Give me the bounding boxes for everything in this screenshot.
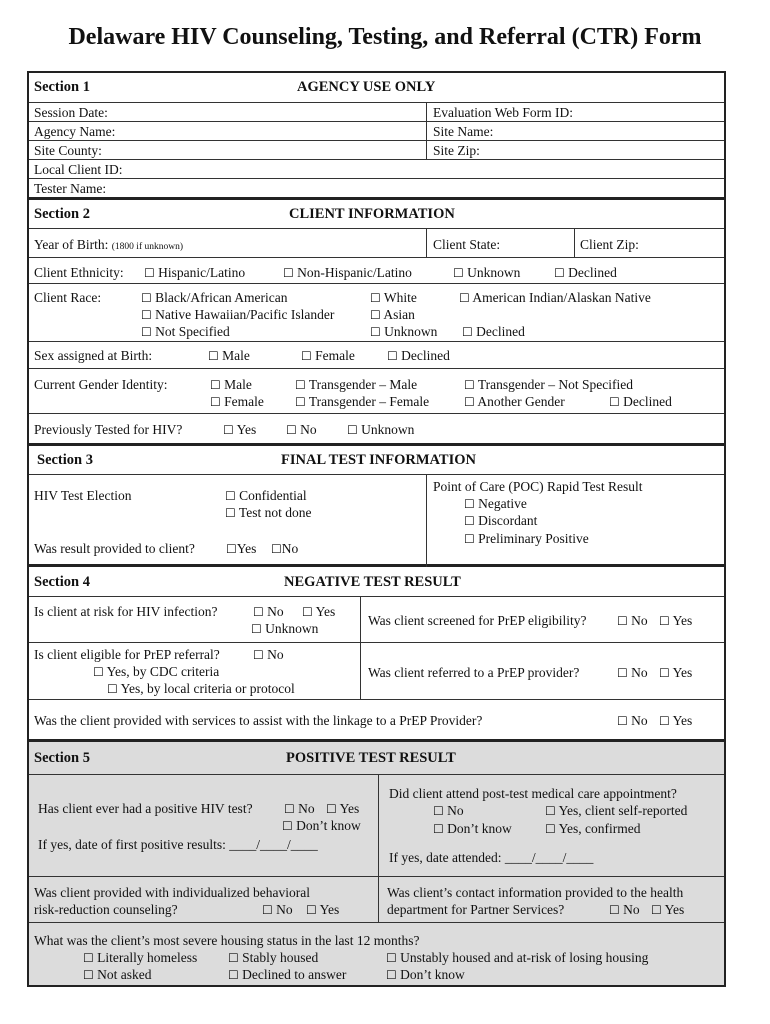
section-heading: AGENCY USE ONLY: [297, 79, 436, 95]
client-zip-field[interactable]: Client Zip:: [580, 237, 639, 252]
section-label: Section 4: [34, 574, 90, 590]
s5-housing-row: [29, 923, 724, 987]
section-1-header: [29, 73, 724, 103]
attend-confirmed-checkbox[interactable]: ☐ Yes, confirmed: [545, 821, 641, 836]
counsel-no-checkbox[interactable]: ☐ No: [262, 902, 293, 917]
s2-race-row: [29, 284, 724, 342]
risk-no-checkbox[interactable]: ☐ No: [253, 604, 284, 619]
gender-declined-checkbox[interactable]: ☐ Declined: [609, 394, 672, 409]
section-heading: NEGATIVE TEST RESULT: [284, 574, 461, 590]
ever-pos-no-checkbox[interactable]: ☐ No: [284, 801, 315, 816]
tester-name-field[interactable]: Tester Name:: [34, 181, 107, 196]
form-title: Delaware HIV Counseling, Testing, and Referral (CTR) Form: [68, 24, 702, 50]
provided-no-checkbox[interactable]: ☐No: [271, 541, 299, 556]
section-2-header: [29, 200, 724, 229]
ever-pos-dont-know-checkbox[interactable]: ☐ Don’t know: [282, 818, 361, 833]
ever-pos-yes-checkbox[interactable]: ☐ Yes: [326, 801, 360, 816]
prev-no-checkbox[interactable]: ☐ No: [286, 422, 317, 437]
s3-body: [29, 475, 724, 567]
prep-screened-label: Was client screened for PrEP eligibility?: [368, 613, 587, 628]
test-election-label: HIV Test Election: [34, 488, 132, 503]
section-5-header: [29, 742, 724, 775]
race-label: Client Race:: [34, 290, 102, 305]
attend-no-checkbox[interactable]: ☐ No: [433, 803, 464, 818]
prev-yes-checkbox[interactable]: ☐ Yes: [223, 422, 257, 437]
sex-male-checkbox[interactable]: ☐ Male: [208, 348, 250, 363]
s1-row-1: [29, 103, 724, 122]
race-unknown-checkbox[interactable]: ☐ Unknown: [370, 324, 438, 339]
housing-stably-housed-checkbox[interactable]: ☐ Stably housed: [228, 950, 319, 965]
section-4-header: [29, 567, 724, 597]
ethnicity-label: Client Ethnicity:: [34, 265, 124, 280]
section-label: Section 1: [34, 79, 90, 95]
attend-appointment-label: Did client attend post-test medical care appointment?: [389, 786, 677, 801]
agency-name-field[interactable]: Agency Name:: [34, 124, 116, 139]
poc-discordant-checkbox[interactable]: ☐ Discordant: [464, 513, 538, 528]
counseling-label-line2: risk-reduction counseling?: [34, 902, 178, 917]
s1-row-2: [29, 122, 724, 141]
gender-trans-female-checkbox[interactable]: ☐ Transgender – Female: [295, 394, 430, 409]
risk-unknown-checkbox[interactable]: ☐ Unknown: [251, 621, 319, 636]
s5-counseling-row: [29, 877, 724, 923]
provided-yes-checkbox[interactable]: ☐Yes: [226, 541, 257, 556]
ethnicity-declined-checkbox[interactable]: ☐ Declined: [554, 265, 617, 280]
screened-no-checkbox[interactable]: ☐ No: [617, 613, 648, 628]
housing-unstably-housed-checkbox[interactable]: ☐ Unstably housed and at-risk of losing housing: [386, 950, 649, 965]
attend-self-reported-checkbox[interactable]: ☐ Yes, client self-reported: [545, 803, 688, 818]
section-label: Section 2: [34, 206, 90, 222]
result-provided-label: Was result provided to client?: [34, 541, 195, 556]
sex-declined-checkbox[interactable]: ☐ Declined: [387, 348, 450, 363]
election-not-done-checkbox[interactable]: ☐ Test not done: [225, 505, 312, 520]
gender-male-checkbox[interactable]: ☐ Male: [210, 377, 252, 392]
ctr-form: [27, 71, 726, 987]
section-heading: FINAL TEST INFORMATION: [281, 452, 476, 468]
section-heading: POSITIVE TEST RESULT: [286, 750, 456, 766]
s2-sex-row: [29, 342, 724, 369]
referred-yes-checkbox[interactable]: ☐ Yes: [659, 665, 693, 680]
prev-tested-label: Previously Tested for HIV?: [34, 422, 183, 437]
contact-no-checkbox[interactable]: ☐ No: [609, 902, 640, 917]
section-3-header: [29, 446, 724, 475]
race-black-checkbox[interactable]: ☐ Black/African American: [141, 290, 288, 305]
s1-row-3: [29, 141, 724, 160]
yob-note: (1800 if unknown): [111, 242, 184, 252]
housing-dont-know-checkbox[interactable]: ☐ Don’t know: [386, 967, 465, 982]
s4-eligible-row: [29, 643, 724, 700]
risk-yes-checkbox[interactable]: ☐ Yes: [302, 604, 336, 619]
prep-eligible-label: Is client eligible for PrEP referral?: [34, 647, 220, 662]
gender-female-checkbox[interactable]: ☐ Female: [210, 394, 264, 409]
attend-date-field[interactable]: If yes, date attended: ____/____/____: [389, 850, 594, 865]
s1-row-5: [29, 179, 724, 200]
race-white-checkbox[interactable]: ☐ White: [370, 290, 417, 305]
gender-another-checkbox[interactable]: ☐ Another Gender: [464, 394, 565, 409]
screened-yes-checkbox[interactable]: ☐ Yes: [659, 613, 693, 628]
race-not-specified-checkbox[interactable]: ☐ Not Specified: [141, 324, 230, 339]
s2-gender-row: [29, 369, 724, 414]
counsel-yes-checkbox[interactable]: ☐ Yes: [306, 902, 340, 917]
contact-yes-checkbox[interactable]: ☐ Yes: [651, 902, 685, 917]
counseling-label-line1: Was client provided with individualized behavioral: [34, 885, 310, 900]
eval-web-form-id-field[interactable]: Evaluation Web Form ID:: [433, 105, 574, 120]
sex-female-checkbox[interactable]: ☐ Female: [301, 348, 355, 363]
ethnicity-non-hispanic-checkbox[interactable]: ☐ Non-Hispanic/Latino: [283, 265, 412, 280]
s4-risk-row: [29, 597, 724, 643]
linkage-yes-checkbox[interactable]: ☐ Yes: [659, 713, 693, 728]
section-label: Section 5: [34, 750, 90, 766]
local-client-id-field[interactable]: Local Client ID:: [34, 162, 123, 177]
year-of-birth-field[interactable]: Year of Birth:: [34, 237, 109, 252]
partner-services-label-line2: department for Partner Services?: [387, 902, 565, 917]
section-heading: CLIENT INFORMATION: [289, 206, 455, 222]
sex-at-birth-label: Sex assigned at Birth:: [34, 348, 153, 363]
housing-literally-homeless-checkbox[interactable]: ☐ Literally homeless: [83, 950, 198, 965]
s2-prev-tested-row: [29, 414, 724, 446]
s2-yob-row: [29, 229, 724, 258]
prep-referred-label: Was client referred to a PrEP provider?: [368, 665, 580, 680]
poc-preliminary-positive-checkbox[interactable]: ☐ Preliminary Positive: [464, 531, 589, 546]
gender-identity-label: Current Gender Identity:: [34, 377, 168, 392]
race-american-indian-checkbox[interactable]: ☐ American Indian/Alaskan Native: [459, 290, 651, 305]
section-label: Section 3: [37, 452, 93, 468]
at-risk-label: Is client at risk for HIV infection?: [34, 604, 218, 619]
s4-linkage-row: [29, 700, 724, 742]
race-asian-checkbox[interactable]: ☐ Asian: [370, 307, 415, 322]
site-name-field[interactable]: Site Name:: [433, 124, 494, 139]
gender-trans-male-checkbox[interactable]: ☐ Transgender – Male: [295, 377, 418, 392]
referred-no-checkbox[interactable]: ☐ No: [617, 665, 648, 680]
client-state-field[interactable]: Client State:: [433, 237, 501, 252]
poc-result-label: Point of Care (POC) Rapid Test Result: [433, 479, 643, 494]
poc-negative-checkbox[interactable]: ☐ Negative: [464, 496, 527, 511]
eligible-no-checkbox[interactable]: ☐ No: [253, 647, 284, 662]
eligible-local-checkbox[interactable]: ☐ Yes, by local criteria or protocol: [107, 681, 295, 696]
s2-ethnicity-row: [29, 258, 724, 284]
s5-positive-row: [29, 775, 724, 877]
ever-positive-label: Has client ever had a positive HIV test?: [38, 801, 253, 816]
housing-not-asked-checkbox[interactable]: ☐ Not asked: [83, 967, 152, 982]
race-declined-checkbox[interactable]: ☐ Declined: [462, 324, 525, 339]
housing-declined-checkbox[interactable]: ☐ Declined to answer: [228, 967, 347, 982]
first-positive-date-field[interactable]: If yes, date of first positive results: ____/____/____: [38, 837, 318, 852]
race-native-hawaiian-checkbox[interactable]: ☐ Native Hawaiian/Pacific Islander: [141, 307, 335, 322]
linkage-label: Was the client provided with services to assist with the linkage to a PrEP Provider?: [34, 713, 483, 728]
housing-label: What was the client’s most severe housing status in the last 12 months?: [34, 933, 420, 948]
eligible-cdc-checkbox[interactable]: ☐ Yes, by CDC criteria: [93, 664, 220, 679]
site-county-field[interactable]: Site County:: [34, 143, 102, 158]
ethnicity-unknown-checkbox[interactable]: ☐ Unknown: [453, 265, 521, 280]
s1-row-4: [29, 160, 724, 179]
site-zip-field[interactable]: Site Zip:: [433, 143, 480, 158]
ethnicity-hispanic-checkbox[interactable]: ☐ Hispanic/Latino: [144, 265, 246, 280]
session-date-field[interactable]: Session Date:: [34, 105, 108, 120]
linkage-no-checkbox[interactable]: ☐ No: [617, 713, 648, 728]
partner-services-label-line1: Was client’s contact information provided to the health: [387, 885, 684, 900]
attend-dont-know-checkbox[interactable]: ☐ Don’t know: [433, 821, 512, 836]
prev-unknown-checkbox[interactable]: ☐ Unknown: [347, 422, 415, 437]
election-confidential-checkbox[interactable]: ☐ Confidential: [225, 488, 307, 503]
gender-trans-not-specified-checkbox[interactable]: ☐ Transgender – Not Specified: [464, 377, 634, 392]
